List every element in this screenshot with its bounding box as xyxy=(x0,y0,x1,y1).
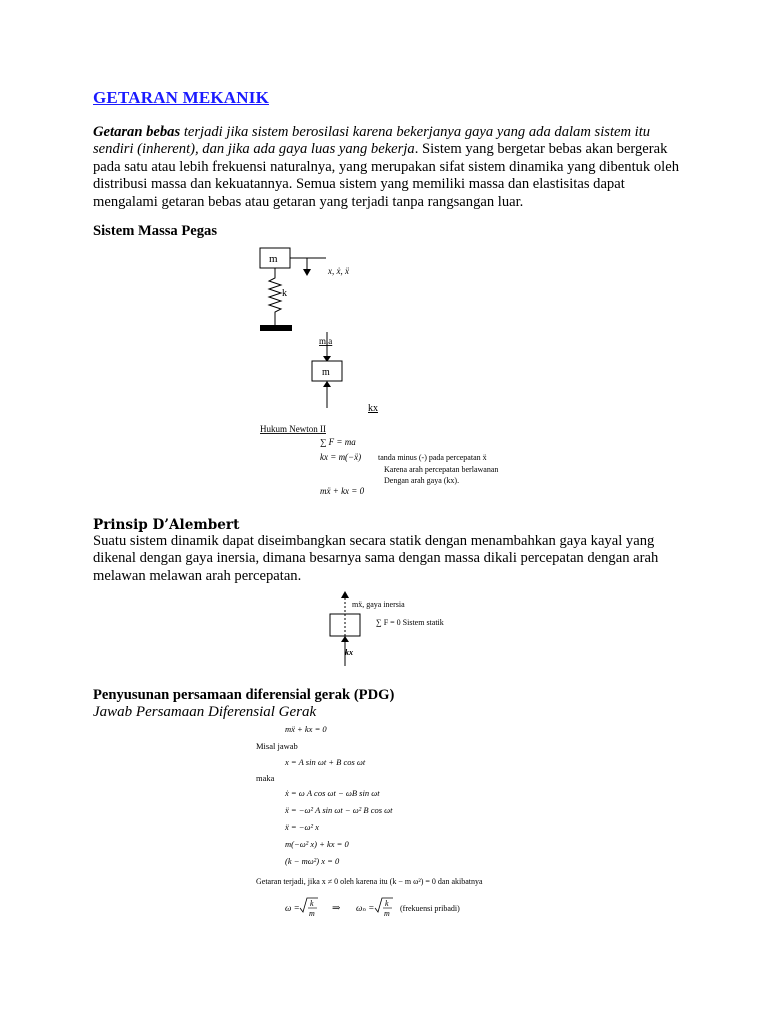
dalembert-paragraph: Suatu sistem dinamik dapat diseimbangkan secara statik dengan menambahkan gaya kayal yang dikenal dengan gaya inersia, dimana besarnya sama dengan massa dikali percepatan dengan arah melawan melawan arah percepatan. xyxy=(93,533,659,584)
mass-label: m xyxy=(269,253,278,265)
solution-derivation-figure xyxy=(250,720,540,930)
dalembert-figure xyxy=(320,590,480,670)
note-direction: Karena arah percepatan berlawanan xyxy=(384,465,499,474)
intro-lead-bold: Getaran bebas xyxy=(93,124,181,140)
equation-4: ẍ = −ω² A sin ωt − ω² B cos ωt xyxy=(285,805,393,815)
displacement-vars: x, ẋ, ẍ xyxy=(328,266,349,276)
vibration-condition: Getaran terjadi, jika x ≠ 0 oleh karena itu (k − m ω²) = 0 dan akibatnya xyxy=(256,877,483,886)
sqrt-denominator-1: m xyxy=(309,909,315,918)
dalembert-mass xyxy=(330,614,360,636)
mass-spring-figure xyxy=(250,240,540,502)
spring-label: k xyxy=(282,288,287,299)
equation-5: ẍ = −ω² x xyxy=(285,822,319,832)
section-heading-dalembert: Prinsip D’Alembert xyxy=(93,517,240,533)
label-maka: maka xyxy=(256,773,275,783)
omega-n-symbol: ωₙ = xyxy=(356,903,375,913)
force-ma-label: m.a xyxy=(319,336,333,346)
newton-law-title: Hukum Newton II xyxy=(260,424,326,434)
equation-6: m(−ω² x) + kx = 0 xyxy=(285,839,349,849)
equation-7: (k − mω²) x = 0 xyxy=(285,856,340,866)
section-subheading-solution: Jawab Persamaan Diferensial Gerak xyxy=(93,704,317,720)
equation-1: mẍ + kx = 0 xyxy=(285,724,327,734)
equation-motion: mẍ + kx = 0 xyxy=(320,486,365,496)
ground xyxy=(260,325,292,331)
sqrt-numerator-2: k xyxy=(385,899,389,908)
sqrt-numerator-1: k xyxy=(310,899,314,908)
natural-frequency-note: (frekuensi pribadi) xyxy=(400,904,460,913)
note-force: Dengan arah gaya (kx). xyxy=(384,476,460,485)
label-misal-jawab: Misal jawab xyxy=(256,741,298,751)
equation-kx: kx = m(−ẍ) xyxy=(320,452,362,462)
equation-3: ẋ = ω A cos ωt − ωB sin ωt xyxy=(285,788,380,798)
equation-sum-force: ∑ F = ma xyxy=(320,437,356,447)
spring xyxy=(269,268,281,325)
spring-force-label: kx xyxy=(345,648,353,657)
sqrt-denominator-2: m xyxy=(384,909,390,918)
note-minus-sign: tanda minus (-) pada percepatan ẍ xyxy=(378,453,487,462)
static-system-label: ∑ F = 0 Sistem statik xyxy=(376,618,444,627)
free-body-mass-label: m xyxy=(322,367,330,378)
page-title[interactable]: GETARAN MEKANIK xyxy=(93,88,269,107)
intro-rest: . Sistem yang bergetar bebas akan bergerak pada satu atau lebih frekuensi naturalnya, yang merupakan sifat sistem dinamika yang dibentuk oleh distribusi massa dan kekuatannya. Semua sistem yang memiliki massa dan elastisitas dapat mengalami getaran bebas atau getaran yang terjadi tanpa rangsangan luar. xyxy=(93,141,680,210)
section-heading-pdg: Penyusunan persamaan diferensial gerak (PDG) xyxy=(93,687,395,703)
equation-2: x = A sin ωt + B cos ωt xyxy=(285,757,366,767)
omega-symbol: ω = xyxy=(285,903,300,913)
intro-paragraph xyxy=(93,124,683,211)
section-heading-mass-spring: Sistem Massa Pegas xyxy=(93,223,218,239)
intro-lead-italic: terjadi jika sistem berosilasi karena bekerjanya gaya yang ada dalam sistem itu sendiri (inherent), dan jika ada gaya luas yang bekerja xyxy=(93,124,651,158)
implies-arrow: ⇒ xyxy=(332,903,341,914)
force-kx-label: kx xyxy=(368,403,378,414)
inertia-force-label: mẍ, gaya inersia xyxy=(352,600,405,609)
